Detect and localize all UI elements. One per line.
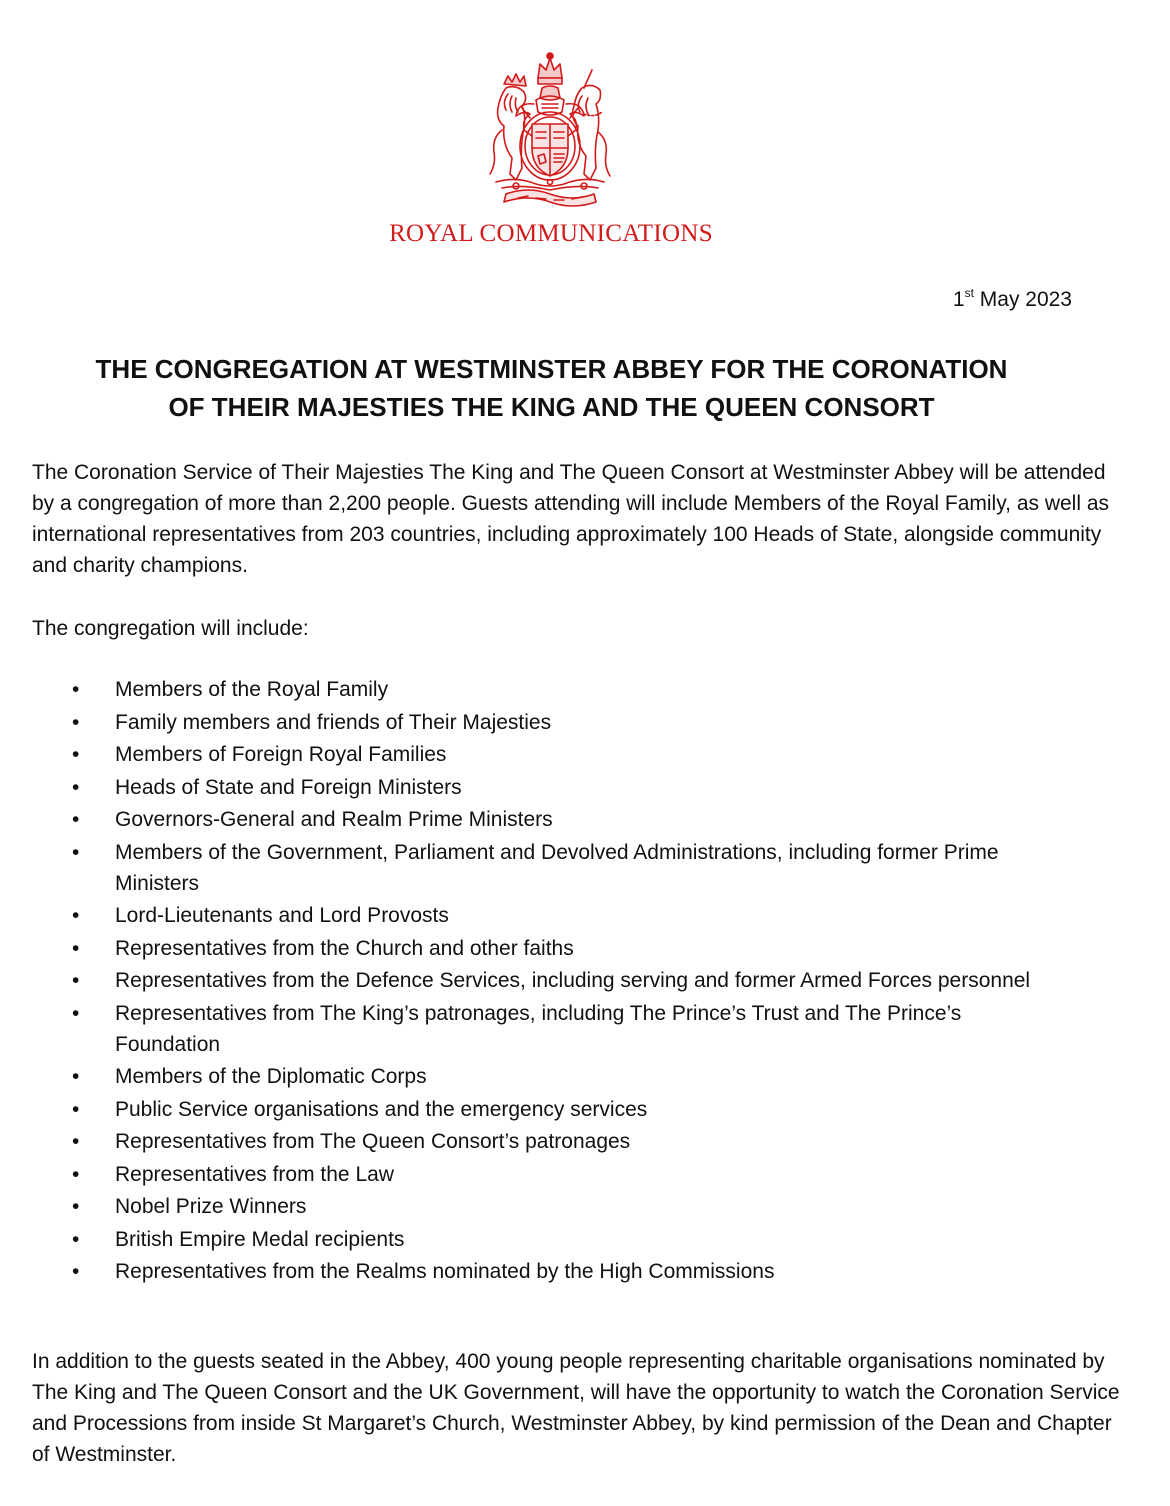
list-item-text: Family members and friends of Their Majesties bbox=[115, 710, 552, 734]
bullet-icon: • bbox=[72, 1001, 80, 1025]
bullet-icon: • bbox=[72, 775, 80, 799]
list-item bbox=[72, 998, 1072, 1060]
list-item-text: Representatives from the Law bbox=[115, 1162, 394, 1186]
list-item bbox=[72, 900, 1072, 931]
list-item bbox=[72, 804, 1072, 835]
bullet-icon: • bbox=[72, 1195, 80, 1218]
bullet-icon: • bbox=[72, 840, 80, 864]
list-lead-in: The congregation will include: bbox=[32, 617, 309, 640]
list-item bbox=[72, 772, 1072, 803]
bullet-icon: • bbox=[72, 1227, 80, 1251]
list-item-text: Representatives from The Queen Consort’s patronages bbox=[115, 1130, 631, 1153]
list-item bbox=[72, 1224, 1072, 1255]
bullet-icon: • bbox=[72, 936, 80, 960]
list-item bbox=[72, 707, 1072, 738]
list-item bbox=[72, 837, 1072, 899]
list-item bbox=[72, 1126, 1072, 1157]
list-item-text: Representatives from the Defence Services, including serving and former Armed Forces personnel bbox=[115, 969, 1031, 992]
list-item-text: British Empire Medal recipients bbox=[115, 1227, 405, 1251]
list-item-text: Representatives from the Realms nominated by the High Commissions bbox=[115, 1260, 775, 1283]
list-item bbox=[72, 674, 1072, 705]
bullet-icon: • bbox=[72, 808, 80, 831]
list-item-text: Members of Foreign Royal Families bbox=[115, 743, 447, 766]
list-item-text: Members of the Diplomatic Corps bbox=[115, 1065, 427, 1088]
list-item-text: Members of the Royal Family bbox=[115, 678, 389, 701]
list-item-text: Representatives from the Church and other faiths bbox=[115, 936, 574, 960]
bullet-icon: • bbox=[72, 969, 80, 992]
closing-paragraph: In addition to the guests seated in the Abbey, 400 young people representing charitable organisations nominated by The King and The Queen Consort and the UK Government, will have the opportunity to watch the Coronation Service and Processions from inside St Margaret’s Church, Westminster Abbey, by kind permission of the Dean and Chapter of Westminster. bbox=[32, 1350, 1120, 1466]
organisation-name: ROYAL COMMUNICATIONS bbox=[389, 220, 713, 247]
royal-coat-of-arms-icon bbox=[466, 48, 634, 208]
title-line-2: OF THEIR MAJESTIES THE KING AND THE QUEEN CONSORT bbox=[168, 392, 935, 422]
list-item bbox=[72, 1061, 1072, 1092]
bullet-icon: • bbox=[72, 678, 80, 701]
bullet-icon: • bbox=[72, 1065, 80, 1088]
list-item bbox=[72, 1094, 1072, 1125]
congregation-list bbox=[72, 674, 1072, 1289]
list-item bbox=[72, 1256, 1072, 1287]
list-item-text: Nobel Prize Winners bbox=[115, 1195, 307, 1218]
list-item-text: Lord-Lieutenants and Lord Provosts bbox=[115, 904, 449, 927]
date-month-year: May 2023 bbox=[979, 288, 1072, 311]
list-item-text: Public Service organisations and the emergency services bbox=[115, 1097, 648, 1121]
bullet-icon: • bbox=[72, 904, 80, 927]
page-title bbox=[0, 350, 1103, 426]
list-item bbox=[72, 965, 1072, 996]
intro-paragraph: The Coronation Service of Their Majesties The King and The Queen Consort at Westminster Abbey will be attended by a congregation of more than 2,200 people. Guests attending will include Members of the Royal Family, as well as international representatives from 203 countries, including approximately 100 Heads of State, alongside community and charity champions. bbox=[32, 461, 1110, 577]
list-item-text: Governors-General and Realm Prime Ministers bbox=[115, 808, 553, 831]
bullet-icon: • bbox=[72, 1260, 80, 1283]
bullet-icon: • bbox=[72, 743, 80, 766]
list-item-text: Heads of State and Foreign Ministers bbox=[115, 775, 462, 799]
list-item-text: Members of the Government, Parliament and Devolved Administrations, including former Prime Ministers bbox=[115, 840, 999, 895]
list-item bbox=[72, 1159, 1072, 1190]
list-item bbox=[72, 739, 1072, 770]
list-item-text: Representatives from The King’s patronages, including The Prince’s Trust and The Prince’s Foundation bbox=[115, 1001, 962, 1056]
bullet-icon: • bbox=[72, 1162, 80, 1186]
bullet-icon: • bbox=[72, 710, 80, 734]
bullet-icon: • bbox=[72, 1097, 80, 1121]
title-line-1: THE CONGREGATION AT WESTMINSTER ABBEY FOR THE CORONATION bbox=[95, 354, 1008, 384]
bullet-icon: • bbox=[72, 1130, 80, 1153]
list-item bbox=[72, 933, 1072, 964]
date-day: 1 bbox=[952, 288, 965, 311]
release-date bbox=[953, 287, 1072, 312]
date-ordinal-suffix: st bbox=[964, 286, 974, 300]
list-item bbox=[72, 1191, 1072, 1222]
